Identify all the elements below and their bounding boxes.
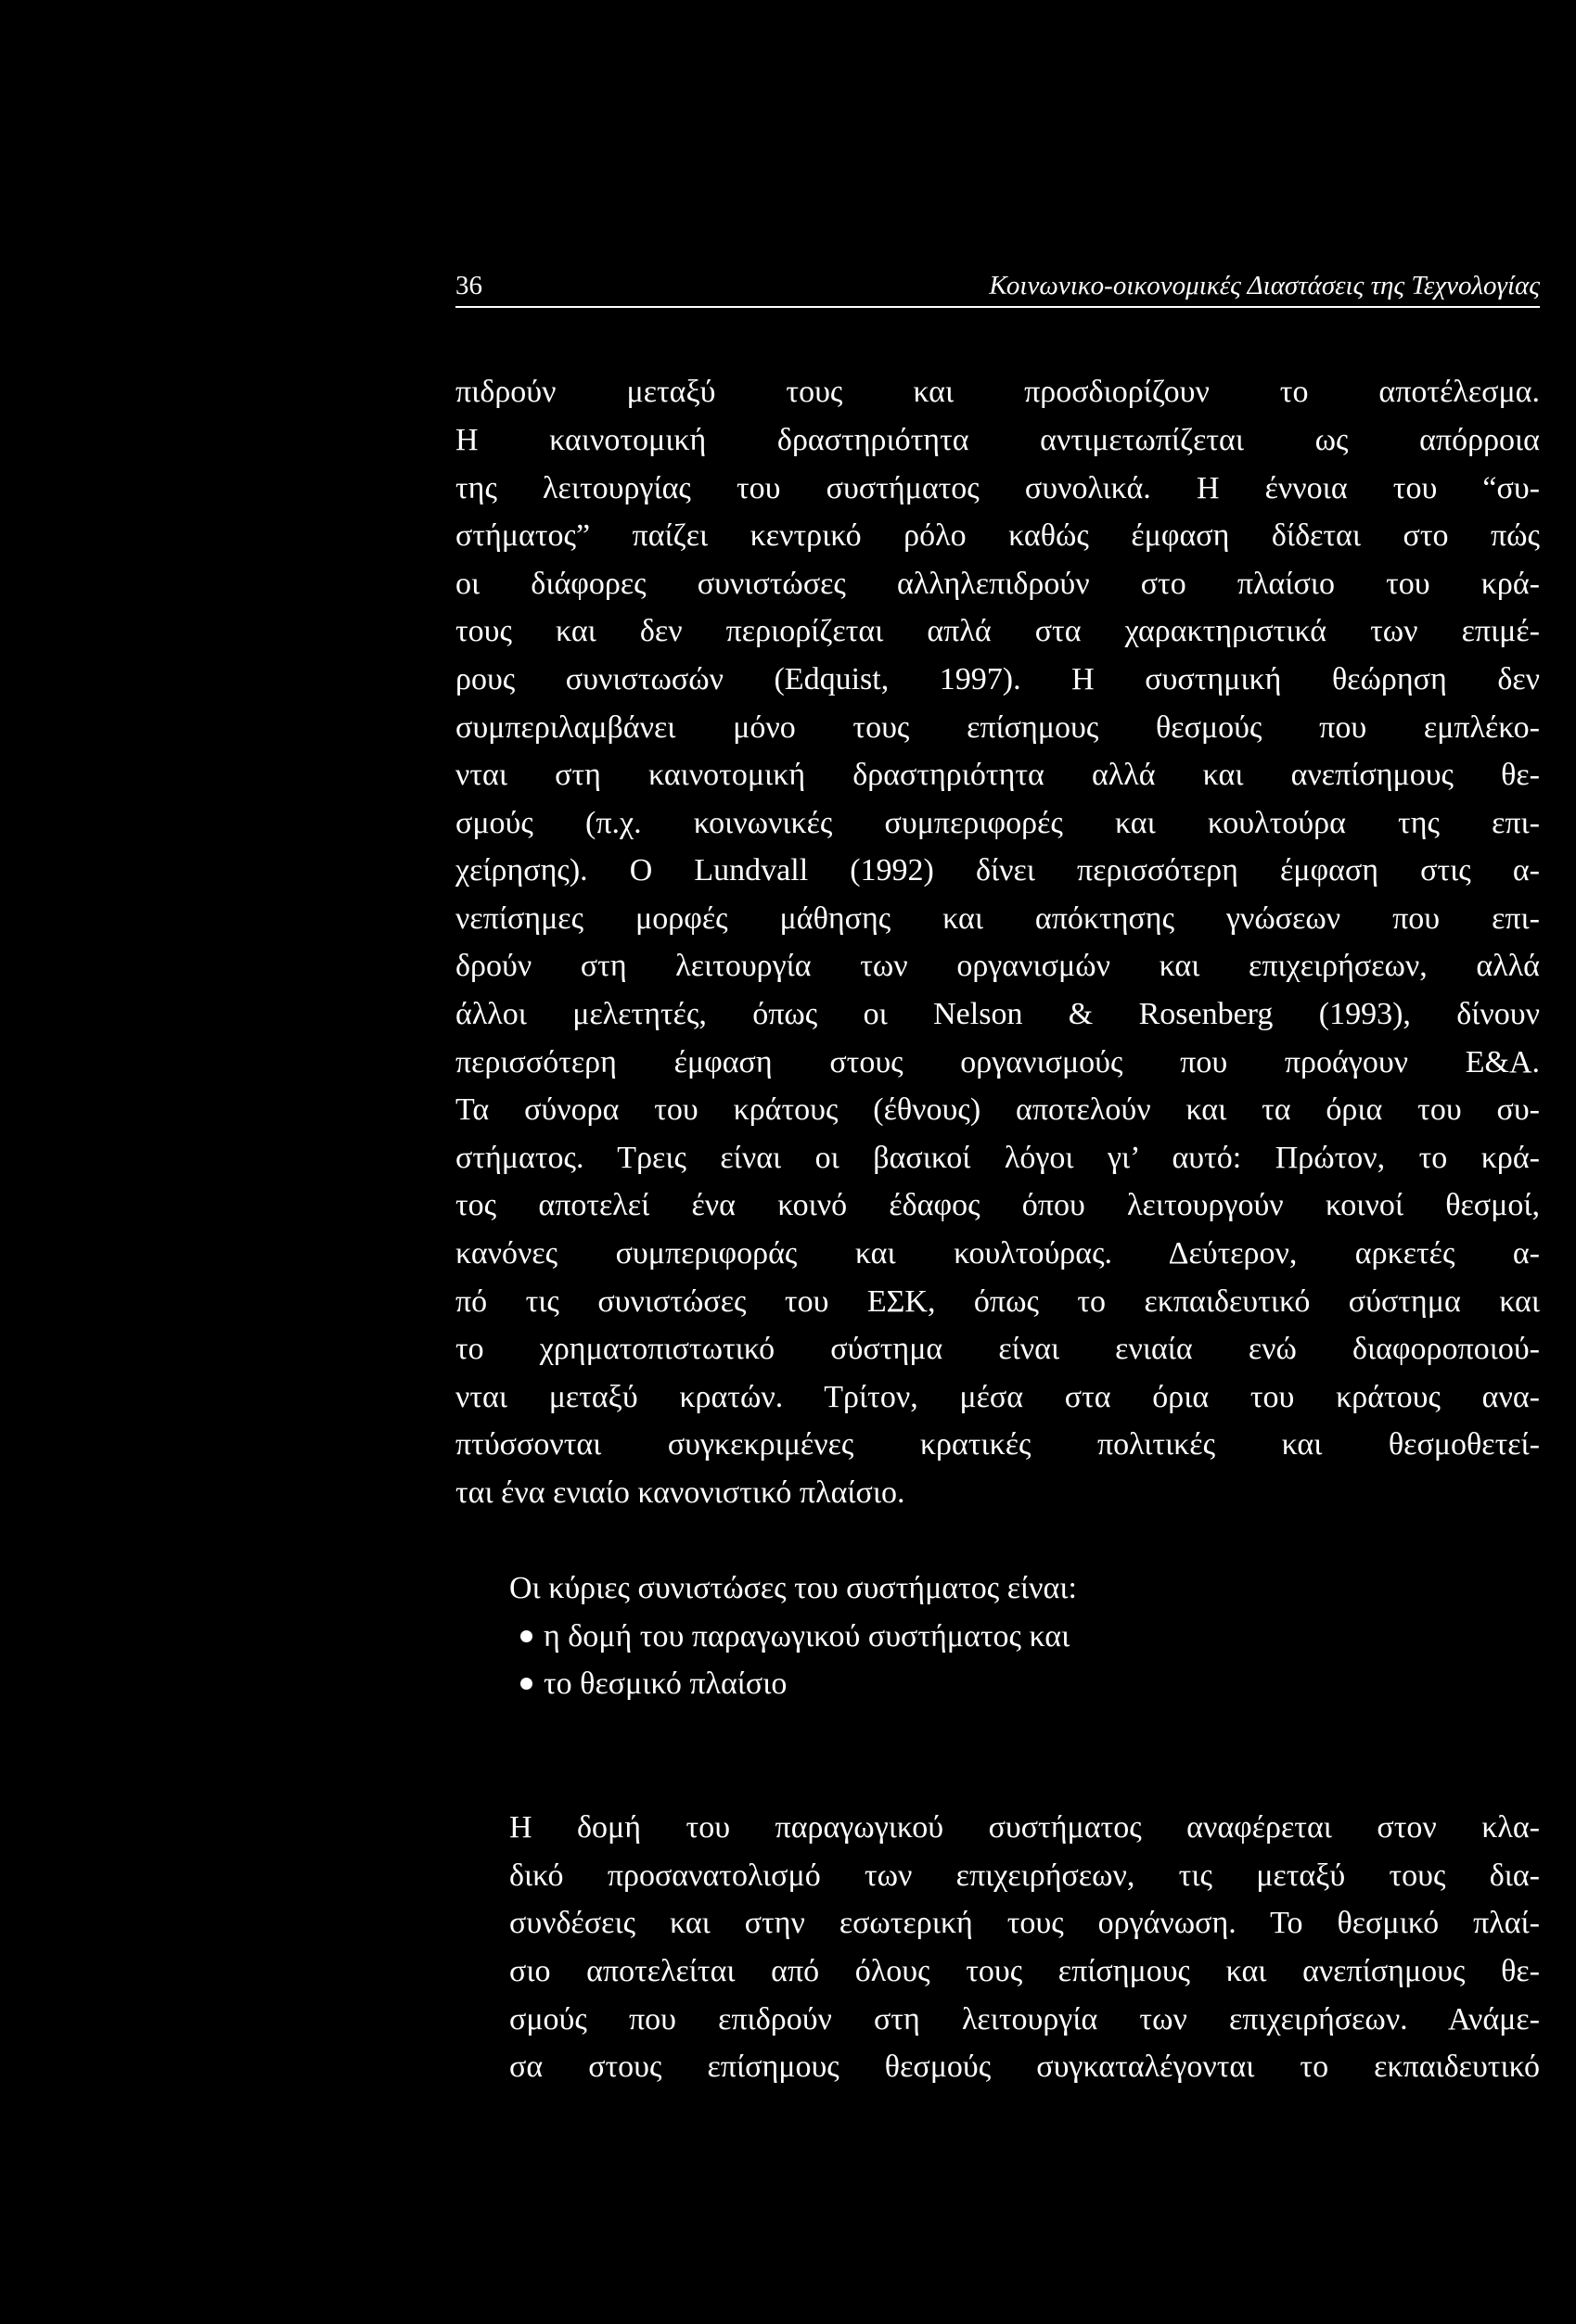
text-line: δικό προσανατολισμό των επιχειρήσεων, τις μεταξύ τους δια- xyxy=(509,1858,1540,1893)
text-line: χείρησης). Ο Lundvall (1992) δίνει περισσότερη έμφαση στις α- xyxy=(455,853,1540,887)
text-line: τος αποτελεί ένα κοινό έδαφος όπου λειτουργούν κοινοί θεσμοί, xyxy=(455,1188,1540,1222)
text-line: περισσότερη έμφαση στους οργανισμούς που προάγουν Ε&Α. xyxy=(455,1045,1540,1079)
text-line: τους και δεν περιορίζεται απλά στα χαρακτηριστικά των επιμέ- xyxy=(455,614,1540,648)
list-item-label: η δομή του παραγωγικού συστήματος και xyxy=(544,1619,1070,1654)
text-line: της λειτουργίας του συστήματος συνολικά. Η έννοια του “συ- xyxy=(455,471,1540,505)
text-line: Η δομή του παραγωγικού συστήματος αναφέρεται στον κλα- xyxy=(509,1810,1540,1845)
text-line: Τα σύνορα του κράτους (έθνους) αποτελούν και τα όρια του συ- xyxy=(455,1092,1540,1127)
list-item xyxy=(520,1617,1070,1656)
text-line: στήματος. Τρεις είναι οι βασικοί λόγοι γι’ αυτό: Πρώτον, το κρά- xyxy=(455,1141,1540,1175)
text-line: σα στους επίσημους θεσμούς συγκαταλέγονται το εκπαιδευτικό xyxy=(509,2049,1540,2084)
bullet-icon xyxy=(520,1678,532,1690)
text-line: πτύσσονται συγκεκριμένες κρατικές πολιτικές και θεσμοθετεί- xyxy=(455,1427,1540,1462)
text-line: Η καινοτομική δραστηριότητα αντιμετωπίζεται ως απόρροια xyxy=(455,423,1540,457)
text-line: σιο αποτελείται από όλους τους επίσημους και ανεπίσημους θε- xyxy=(509,1954,1540,1988)
text-line: άλλοι μελετητές, όπως οι Nelson & Rosenberg (1993), δίνουν xyxy=(455,997,1540,1031)
text-line: το χρηματοπιστωτικό σύστημα είναι ενιαία ενώ διαφοροποιού- xyxy=(455,1332,1540,1366)
text-line: συμπεριλαμβάνει μόνο τους επίσημους θεσμούς που εμπλέκο- xyxy=(455,710,1540,745)
text-line: ρους συνιστωσών (Edquist, 1997). Η συστημική θεώρηση δεν xyxy=(455,662,1540,696)
text-line: πιδρούν μεταξύ τους και προσδιορίζουν το αποτέλεσμα. xyxy=(455,375,1540,409)
text-line: κανόνες συμπεριφοράς και κουλτούρας. Δεύτερον, αρκετές α- xyxy=(455,1236,1540,1271)
text-line: σμούς που επιδρούν στη λειτουργία των επιχειρήσεων. Ανάμε- xyxy=(509,2002,1540,2037)
page-number: 36 xyxy=(455,271,482,300)
text-line: δρούν στη λειτουργία των οργανισμών και επιχειρήσεων, αλλά xyxy=(455,949,1540,983)
running-title: Κοινωνικο-οικονομικές Διαστάσεις της Τεχνολογίας xyxy=(989,271,1540,300)
components-intro: Οι κύριες συνιστώσες του συστήματος είναι: xyxy=(509,1571,1077,1605)
list-item-label: το θεσμικό πλαίσιο xyxy=(544,1666,788,1701)
text-line: νται στη καινοτομική δραστηριότητα αλλά και ανεπίσημους θε- xyxy=(455,758,1540,792)
text-line: ται ένα ενιαίο κανονιστικό πλαίσιο. xyxy=(455,1475,905,1510)
text-line: νεπίσημες μορφές μάθησης και απόκτησης γνώσεων που επι- xyxy=(455,901,1540,936)
text-line: πό τις συνιστώσες του ΕΣΚ, όπως το εκπαιδευτικό σύστημα και xyxy=(455,1284,1540,1319)
page-header xyxy=(455,269,1540,302)
list-item xyxy=(520,1665,787,1704)
text-line: στήματος” παίζει κεντρικό ρόλο καθώς έμφαση δίδεται στο πώς xyxy=(455,518,1540,553)
text-line: οι διάφορες συνιστώσες αλληλεπιδρούν στο πλαίσιο του κρά- xyxy=(455,567,1540,601)
text-line: σμούς (π.χ. κοινωνικές συμπεριφορές και κουλτούρα της επι- xyxy=(455,806,1540,840)
text-line: συνδέσεις και στην εσωτερική τους οργάνωση. Το θεσμικό πλαί- xyxy=(509,1906,1540,1940)
text-line: νται μεταξύ κρατών. Τρίτον, μέσα στα όρια του κράτους ανα- xyxy=(455,1380,1540,1414)
header-rule xyxy=(455,306,1540,308)
bullet-icon xyxy=(520,1630,532,1642)
